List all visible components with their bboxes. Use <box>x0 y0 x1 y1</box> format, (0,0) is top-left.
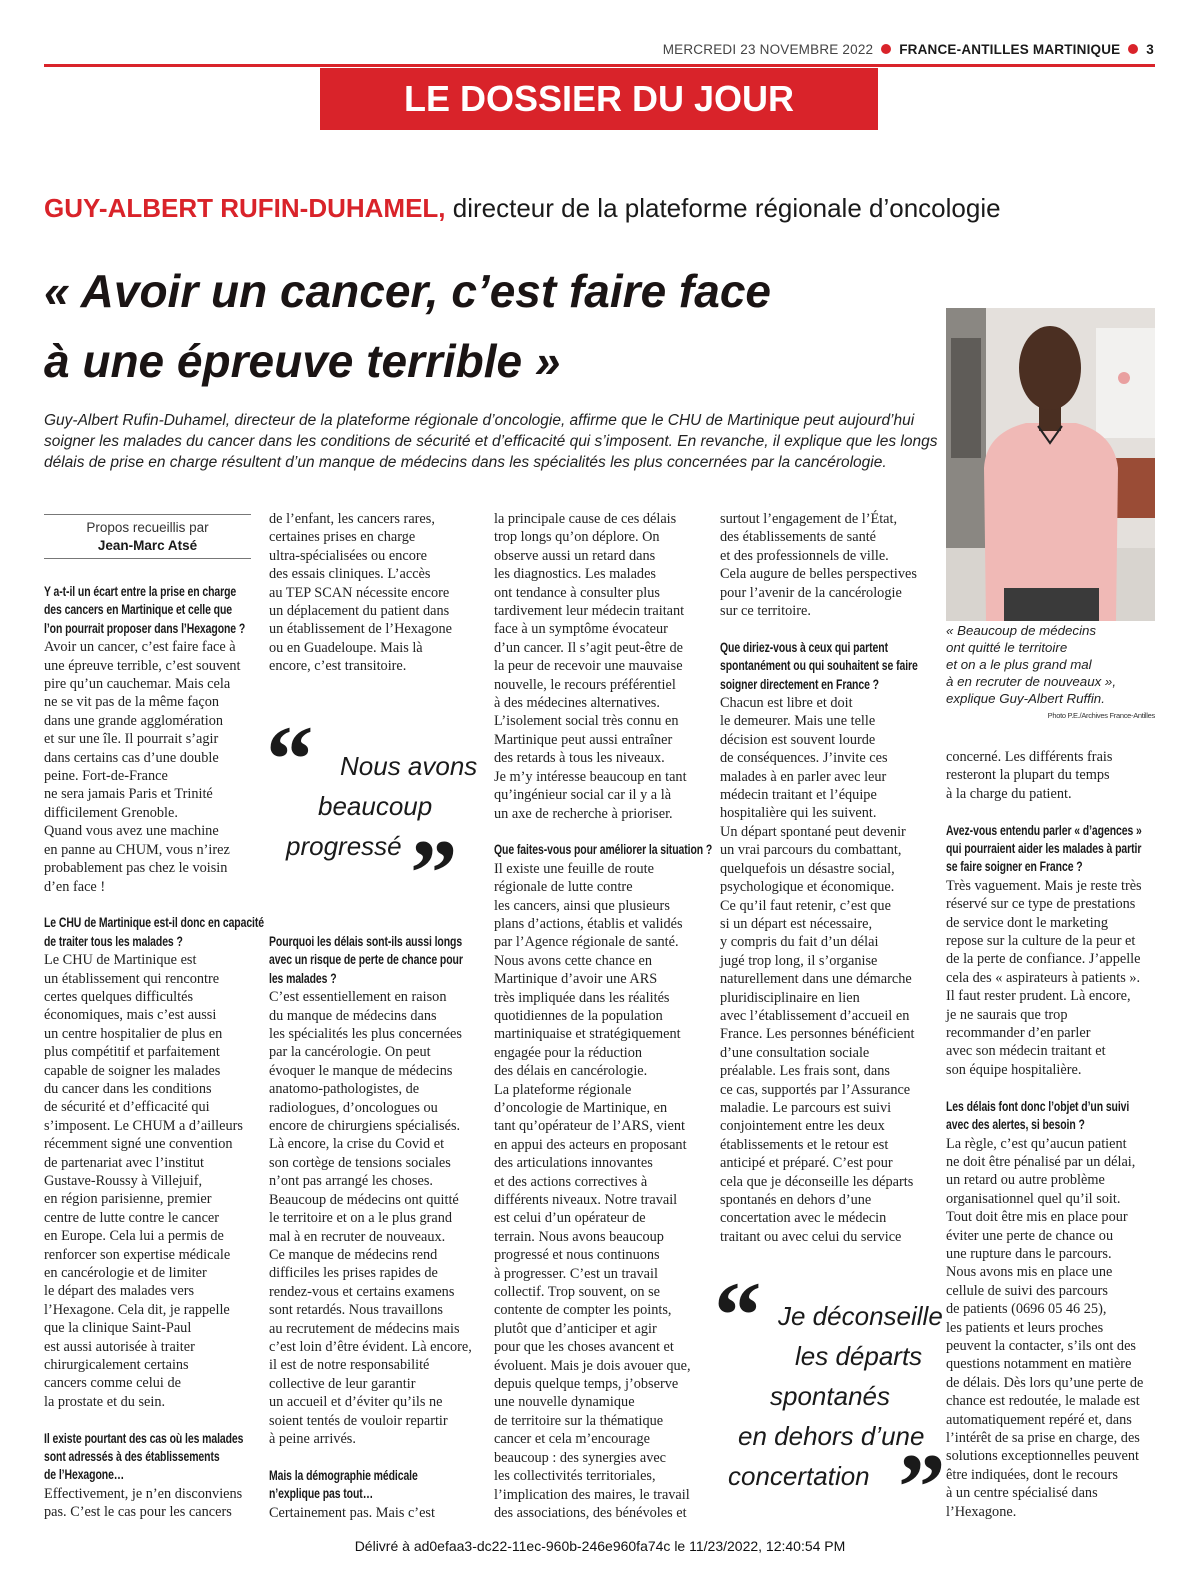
question: Il existe pourtant des cas où les malades sont adressés à des établissements de l’Hexagone… <box>44 1430 244 1483</box>
headline-line-2: à une épreuve terrible » <box>44 335 561 387</box>
answer-continued: surtout l’engagement de l’État, des établissements de santé et des professionnels de ville. Cela augure de belles perspectives pour l’avenir de la cancérologie sur ce territoire. <box>720 511 917 620</box>
qa-block <box>494 841 713 1522</box>
column-4 <box>720 510 934 1265</box>
bullet-dot-icon <box>881 44 891 54</box>
question: Que faites-vous pour améliorer la situation ? <box>494 842 713 858</box>
interviewee-role: directeur de la plateforme régionale d’oncologie <box>452 193 1001 223</box>
question: Pourquoi les délais sont-ils aussi longs avec un risque de perte de chance pour les malades ? <box>269 934 463 986</box>
pull-quote-line: les départs <box>795 1341 923 1371</box>
standfirst-line: délais de prise en charge résultent d’un manque de médecins dans les spécialités les plus concernées par la cancérologie. <box>44 454 887 471</box>
question: Le CHU de Martinique est-il donc en capacité de traiter tous les malades ? <box>44 915 265 949</box>
question: Y a-t-il un écart entre la prise en charge des cancers en Martinique et celle que l’on pourrait proposer dans l’Hexagone ? <box>44 584 246 636</box>
photo-caption: « Beaucoup de médecins ont quitté le territoire et on a le plus grand mal à en recruter de nouveaux », explique Guy-Albert Ruffin. <box>946 623 1117 706</box>
column-3 <box>494 510 713 1541</box>
answer-continued: la principale cause de ces délais trop longs qu’on déplore. On observe aussi un retard dans les diagnostics. Les malades ont tendance à consulter plus tardivement leur médecin traitant face à un symptôme évocateur d’un cancer. Il s’agit peut-être de la peur de recevoir une mauvaise nouvelle, le recours préférentiel à des médecines alternatives. L’isolement social très connu en Martinique peut aussi entraîner des retards à tous les niveaux. Je m’y intéresse beaucoup en tant qu’ingénieur social car il y a là un axe de recherche à prioriser. <box>494 511 687 822</box>
answer: C’est essentiellement en raison du manque de médecins dans les spécialités les plus concernées par la cancérologie. On peut évoquer le manque de médecins anatomo-pathologistes, de radiologues, d’oncologues ou encore de chirurgiens spécialisés. Là encore, la crise du Covid et son cortège de tensions sociales n’ont pas arrangé les choses. Beaucoup de médecins ont quitté le territoire et on a le plus grand mal à en recruter de nouveaux. Ce manque de médecins rend difficiles les prises rapides de rendez-vous et certains examens sont retardés. Nous travaillons au recrutement de médecins mais c’est loin d’être évident. Là encore, il est de notre responsabilité collective de leur garantir un accueil et d’éviter qu’ils ne soient tentés de vouloir repartir à peine arrivés. <box>269 989 472 1447</box>
portrait-illustration <box>946 308 1155 621</box>
qa-block <box>946 822 1160 1080</box>
answer-continued: concerné. Les différents frais resteront la plupart du temps à la charge du patient. <box>946 749 1113 802</box>
interviewee-name: GUY-ALBERT RUFIN-DUHAMEL, <box>44 193 446 223</box>
qa-block <box>269 1467 483 1522</box>
interviewer-credit <box>44 514 251 559</box>
interviewer-label: Propos recueillis par <box>86 520 209 535</box>
pull-quote-line: beaucoup <box>318 791 433 821</box>
pull-quote-line: concertation <box>728 1461 870 1491</box>
dateline <box>663 42 1154 57</box>
header-rule <box>44 64 1155 67</box>
issue-date: MERCREDI 23 NOVEMBRE 2022 <box>662 42 874 57</box>
qa-block <box>720 639 934 1246</box>
answer: Le CHU de Martinique est un établissement qui rencontre certes quelques difficultés économiques, mais c’est aussi un centre hospitalier de plus en plus compétitif et parfaitement capable de soigner les malades du cancer dans les conditions de sécurité et d’efficacité qui s’imposent. Le CHUM a d’ailleurs récemment signé une convention de partenariat avec l’institut Gustave-Roussy à Villejuif, en région parisienne, premier centre de lutte contre le cancer en Europe. Cela lui a permis de renforcer son expertise médicale en cancérologie et de limiter le départ des malades vers l’Hexagone. Cela dit, je rappelle que la clinique Saint-Paul est aussi autorisée à traiter chirurgicalement certains cancers comme celui de la prostate et du sein. <box>44 952 243 1410</box>
column-2-top <box>269 510 483 676</box>
standfirst-line: Guy-Albert Rufin-Duhamel, directeur de la plateforme régionale d’oncologie, affirme que le CHU de Martinique peut aujourd’hui <box>44 412 915 429</box>
section-banner <box>320 68 878 130</box>
byline <box>44 192 1155 224</box>
standfirst-line: soigner les malades du cancer dans les conditions de sécurité et d’efficacité qui s’imposent. En revanche, il explique que les longs <box>44 433 938 450</box>
answer-continued: de l’enfant, les cancers rares, certaines prises en charge ultra-spécialisées ou encore des essais cliniques. L’accès au TEP SCAN nécessite encore un déplacement du patient dans un établissement de l’Hexagone ou en Guadeloupe. Mais là encore, c’est transitoire. <box>269 511 453 675</box>
pull-quote-line: Nous avons <box>340 751 478 781</box>
column-5 <box>946 748 1160 1539</box>
answer: La règle, c’est qu’aucun patient ne doit être pénalisé par un délai, un retard ou autre problème organisationnel quel qu’il soit. Tout doit être mis en place pour éviter une perte de chance ou une rupture dans le parcours. Nous avons mis en place une cellule de suivi des parcours de patients (0696 05 46 25), les patients et leurs proches peuvent la contacter, s’ils ont des questions notamment en matière de délais. Dès lors qu’une perte de chance est redoutée, le malade est automatiquement repéré et, dans l’intérêt de sa prise en charge, des solutions exceptionnelles peuvent être indiquées, dont le recours à un centre spécialisé dans l’Hexagone. <box>946 1135 1144 1520</box>
question: Les délais font donc l’objet d’un suivi avec des alertes, si besoin ? <box>946 1098 1130 1133</box>
page-number: 3 <box>1146 42 1154 57</box>
interviewer-name: Jean-Marc Atsé <box>97 538 198 553</box>
headline-line-1: « Avoir un cancer, c’est faire face <box>44 265 771 317</box>
answer: Il existe une feuille de route régionale de lutte contre les cancers, ainsi que plusieurs plans d’actions, établis et validés par l’Agence régionale de santé. Nous avons cette chance en Martinique d’avoir une ARS très impliquée dans les réalités quotidiennes de la population martiniquaise et stratégiquement engagée pour la réduction des délais en cancérologie. La plateforme régionale d’oncologie de Martinique, en tant qu’opérateur de l’ARS, vient en appui des acteurs en proposant des articulations innovantes et des actions correctives à différents niveaux. Notre travail est celui d’un opérateur de terrain. Nous avons beaucoup progressé et nous continuons à progresser. C’est un travail collectif. Trop souvent, on se contente de compter les points, plutôt que d’anticiper et agir pour que les choses avancent et évoluent. Mais je dois avouer que, depuis quelque temps, j’observe une nouvelle dynamique de territoire sur la thématique cancer et cela m’encourage beaucoup : des synergies avec les collectivités territoriales, l’implication des maires, le travail des associations, des bénévoles et <box>494 860 691 1521</box>
qa-block <box>44 583 258 896</box>
question: Mais la démographie médicale n’explique pas tout… <box>269 1467 418 1502</box>
answer: Très vaguement. Mais je reste très réservé sur ce type de prestations de service dont le marketing repose sur la culture de la peur et de la perte de confiance. J’appelle cela des « aspirateurs à patients ». Il faut rester prudent. Là encore, je ne saurais que trop recommander d’en parler avec son médecin traitant et son équipe hospitalière. <box>946 877 1142 1078</box>
column-2 <box>269 933 483 1540</box>
section-title: LE DOSSIER DU JOUR <box>403 78 795 119</box>
headline <box>44 256 939 396</box>
close-quote-icon: ” <box>410 820 458 926</box>
answer: Certainement pas. Mais c’est <box>269 1504 435 1521</box>
answer: Chacun est libre et doit le demeurer. Mais une telle décision est souvent lourde de conséquences. J’invite ces malades à en parler avec leur médecin traitant et l’équipe hospitalière qui les suivent. Un départ spontané peut devenir un vrai parcours du combattant, quelquefois un désastre social, psychologique et économique. Ce qu’il faut retenir, c’est que si un départ est nécessaire, y compris du fait d’un délai jugé trop long, il s’organise naturellement dans une démarche pluridisciplinaire en lien avec l’établissement d’accueil en France. Les personnes bénéficient d’une consultation sociale préalable. Les frais sont, dans ce cas, supportés par l’Assurance maladie. Le parcours est suivi conjointement entre les deux établissements et le retour est anticipé et préparé. C’est pour cela que je déconseille les départs spontanés en dehors d’une concertation avec le médecin traitant ou avec celui du service <box>720 695 915 1245</box>
column-1 <box>44 583 265 1540</box>
portrait-photo <box>946 308 1155 621</box>
answer: Avoir un cancer, c’est faire face à une épreuve terrible, c’est souvent pire qu’un cauchemar. Mais cela ne se vit pas de la même façon dans une grande agglomération et sur une île. Il pourrait s’agir dans certains cas d’une double peine. Fort-de-France ne sera jamais Paris et Trinité difficilement Grenoble. Quand vous avez une machine en panne au CHUM, vous n’irez probablement pas chez le voisin d’en face ! <box>44 639 241 895</box>
delivery-footer: Délivré à ad0efaa3-dc22-11ec-960b-246e960fa74c le 11/23/2022, 12:40:54 PM <box>354 1538 846 1554</box>
open-quote-icon: “ <box>266 706 314 812</box>
pull-quote-line: progressé <box>286 831 402 861</box>
bullet-dot-icon <box>1128 44 1138 54</box>
standfirst <box>44 410 939 473</box>
close-quote-icon: ” <box>898 1434 946 1540</box>
pull-quote-line: Je déconseille <box>778 1301 943 1331</box>
pull-quote-line: en dehors d’une <box>738 1421 925 1451</box>
question: Que diriez-vous à ceux qui partent spontanément ou qui souhaitent se faire soigner directement en France ? <box>720 639 918 692</box>
answer: Effectivement, je n’en disconviens pas. C’est le cas pour les cancers <box>44 1485 243 1521</box>
qa-block <box>44 1430 258 1522</box>
open-quote-icon: “ <box>714 1262 762 1368</box>
qa-block <box>946 1098 1160 1521</box>
publication-name: FRANCE-ANTILLES MARTINIQUE <box>899 42 1121 57</box>
photo-credit: Photo P.E./Archives France-Antilles <box>1047 711 1155 720</box>
qa-block <box>44 914 265 1411</box>
pull-quote-line: spontanés <box>770 1381 890 1411</box>
qa-block <box>269 933 483 1448</box>
question: Avez-vous entendu parler « d’agences » qui pourraient aider les malades à partir se faire soigner en France ? <box>946 822 1142 875</box>
